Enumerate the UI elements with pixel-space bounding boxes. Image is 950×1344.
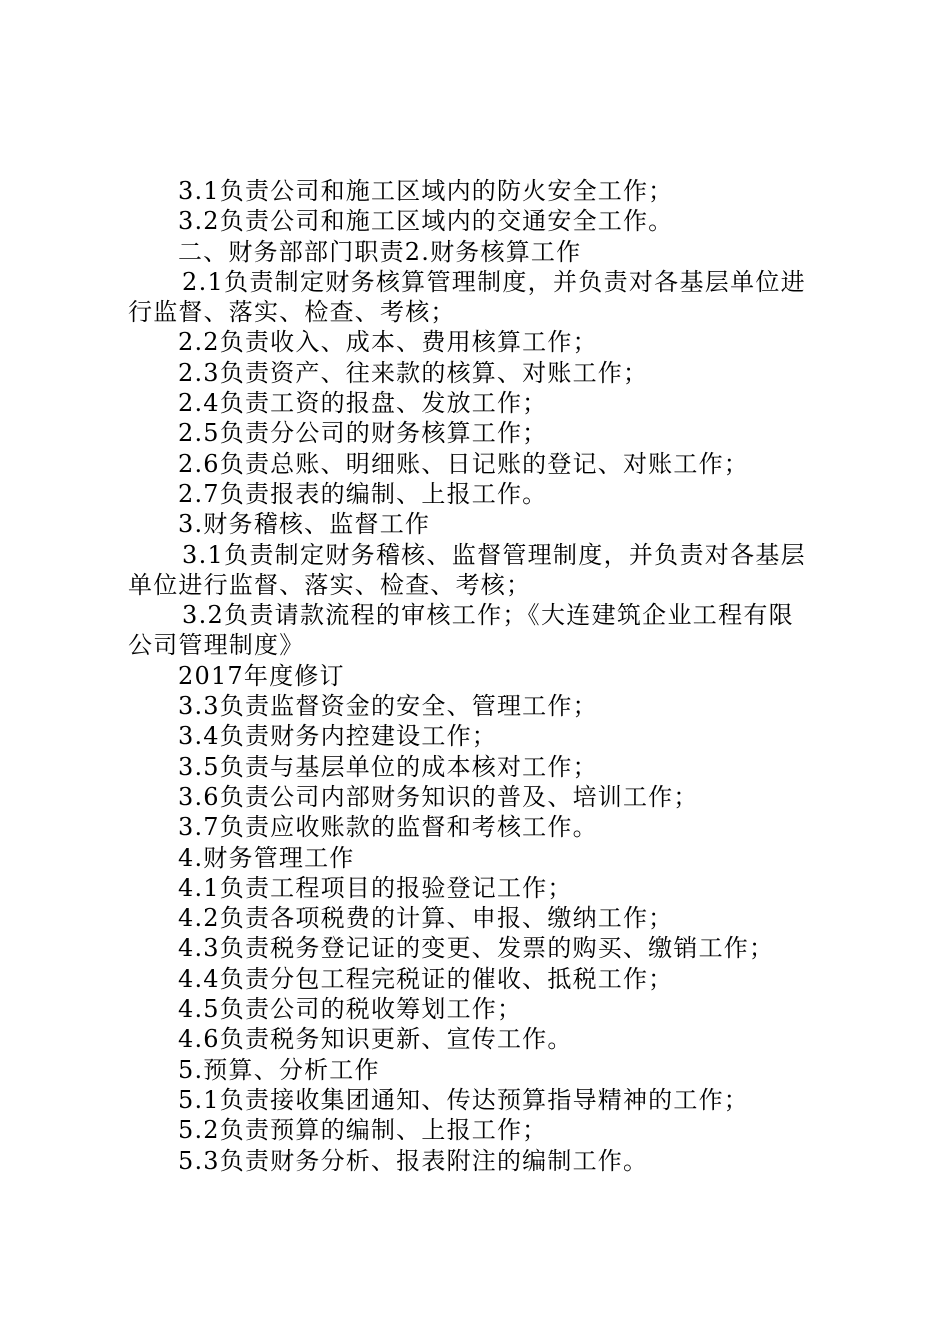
text-line: 公司管理制度》 <box>128 631 305 660</box>
text-line: 5.3负责财务分析、报表附注的编制工作。 <box>178 1146 649 1175</box>
text-line: 3.3负责监督资金的安全、管理工作； <box>178 692 598 721</box>
subsection-heading: 5.预算、分析工作 <box>178 1055 380 1084</box>
subsection-heading: 4.财务管理工作 <box>178 843 355 872</box>
text-line: 4.3负责税务登记证的变更、发票的购买、缴销工作； <box>178 934 775 963</box>
text-line: 2.5负责分公司的财务核算工作； <box>178 419 548 448</box>
text-line: 4.2负责各项税费的计算、申报、缴纳工作； <box>178 904 674 933</box>
text-line: 4.6负责税务知识更新、宣传工作。 <box>178 1025 573 1054</box>
text-line: 3.1负责公司和施工区域内的防火安全工作； <box>178 177 674 205</box>
text-line: 2.1负责制定财务核算管理制度，并负责对各基层单位进 <box>182 267 806 296</box>
section-heading: 二、财务部部门职责2.财务核算工作 <box>178 237 582 266</box>
text-line: 3.2负责公司和施工区域内的交通安全工作。 <box>178 207 674 236</box>
text-line: 5.2负责预算的编制、上报工作； <box>178 1116 548 1145</box>
text-line: 2017年度修订 <box>178 661 345 690</box>
text-line: 3.5负责与基层单位的成本核对工作； <box>178 752 598 781</box>
text-line: 2.7负责报表的编制、上报工作。 <box>178 479 548 508</box>
text-line: 3.2负责请款流程的审核工作；《大连建筑企业工程有限 <box>182 601 794 630</box>
text-line: 5.1负责接收集团通知、传达预算指导精神的工作； <box>178 1085 749 1114</box>
text-line: 3.4负责财务内控建设工作； <box>178 722 497 751</box>
text-line: 4.5负责公司的税收筹划工作； <box>178 995 523 1024</box>
text-line: 4.4负责分包工程完税证的催收、抵税工作； <box>178 964 674 993</box>
document-body <box>128 176 833 1176</box>
text-line: 3.1负责制定财务稽核、监督管理制度，并负责对各基层 <box>182 540 806 569</box>
text-line: 2.2负责收入、成本、费用核算工作； <box>178 328 598 357</box>
text-line: 2.4负责工资的报盘、发放工作； <box>178 389 548 418</box>
text-line: 3.6负责公司内部财务知识的普及、培训工作； <box>178 782 699 811</box>
text-line: 2.3负责资产、往来款的核算、对账工作； <box>178 358 649 387</box>
text-line: 4.1负责工程项目的报验登记工作； <box>178 873 573 902</box>
subsection-heading: 3.财务稽核、监督工作 <box>178 510 431 539</box>
text-line: 单位进行监督、落实、检查、考核； <box>128 570 532 599</box>
text-line: 行监督、落实、检查、考核； <box>128 298 456 327</box>
text-line: 2.6负责总账、明细账、日记账的登记、对账工作； <box>178 449 749 478</box>
text-line: 3.7负责应收账款的监督和考核工作。 <box>178 813 598 842</box>
